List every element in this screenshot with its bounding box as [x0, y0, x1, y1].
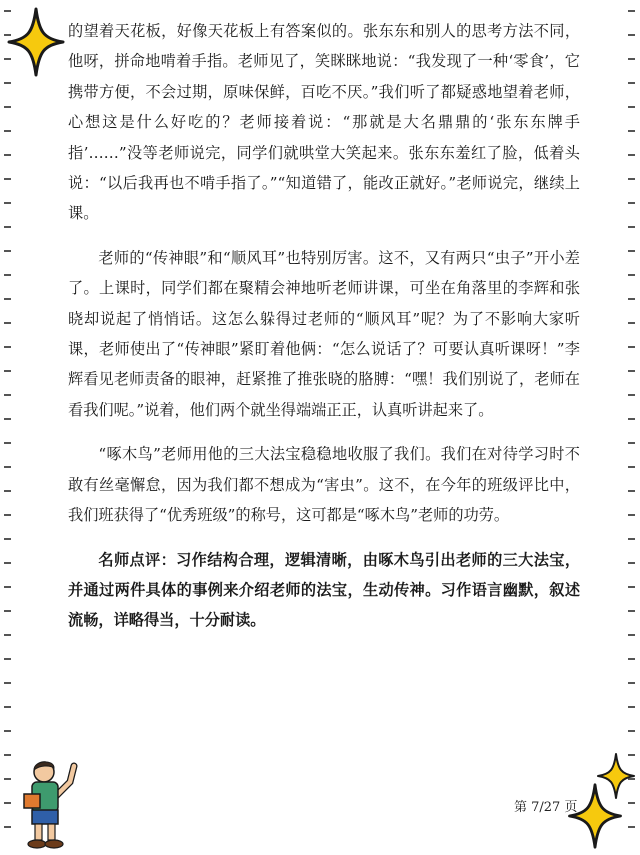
margin-dash [4, 418, 11, 420]
margin-dash [4, 490, 11, 492]
margin-dash [628, 802, 635, 804]
margin-dash [628, 226, 635, 228]
margin-dash [4, 538, 11, 540]
margin-dash [628, 514, 635, 516]
teacher-comment: 名师点评：习作结构合理，逻辑清晰，由啄木鸟引出老师的三大法宝，并通过两件具体的事例来介绍老师的法宝，生动传神。习作语言幽默，叙述流畅，详略得当，十分耐读。 [68, 550, 580, 630]
page-number: 第 7/27 页 [514, 800, 578, 815]
left-margin-dashes [4, 0, 12, 855]
right-margin-dashes [628, 0, 636, 855]
margin-dash [628, 394, 635, 396]
margin-dash [628, 130, 635, 132]
margin-dash [628, 82, 635, 84]
margin-dash [628, 10, 635, 12]
margin-dash [628, 58, 635, 60]
margin-dash [4, 730, 11, 732]
margin-dash [4, 202, 11, 204]
margin-dash [628, 634, 635, 636]
student-illustration-icon [10, 752, 90, 852]
article-body [68, 16, 580, 650]
margin-dash [628, 34, 635, 36]
margin-dash [4, 514, 11, 516]
margin-dash [4, 154, 11, 156]
margin-dash [628, 826, 635, 828]
margin-dash [4, 682, 11, 684]
margin-dash [628, 202, 635, 204]
margin-dash [4, 658, 11, 660]
paragraph-conclusion: “啄木鸟”老师用他的三大法宝稳稳地收服了我们。我们在对待学习时不敢有丝毫懈怠，因为我们都不想成为“害虫”。这不，在今年的班级评比中，我们班获得了“优秀班级”的称号，这可都是“啄木鸟”老师的功劳。 [68, 445, 580, 525]
margin-dash [4, 706, 11, 708]
star-icon [6, 6, 66, 78]
margin-dash [4, 130, 11, 132]
margin-dash [4, 82, 11, 84]
margin-dash [628, 442, 635, 444]
margin-dash [628, 490, 635, 492]
margin-dash [4, 226, 11, 228]
margin-dash [4, 274, 11, 276]
margin-dash [628, 106, 635, 108]
margin-dash [628, 370, 635, 372]
margin-dash [4, 370, 11, 372]
margin-dash [4, 634, 11, 636]
margin-dash [628, 682, 635, 684]
margin-dash [4, 322, 11, 324]
margin-dash [4, 562, 11, 564]
margin-dash [628, 466, 635, 468]
star-large-icon [566, 782, 624, 850]
paragraph-continuation: 的望着天花板，好像天花板上有答案似的。张东东和别人的思考方法不同，他呀，拼命地啃着手指。老师见了，笑眯眯地说：“我发现了一种‘零食’，它携带方便，不会过期，原味保鲜，百吃不厌。”我们听了都疑惑地望着老师，心想这是什么好吃的？老师接着说：“那就是大名鼎鼎的‘张东东牌手指’……”没等老师说完，同学们就哄堂大笑起来。张东东羞红了脸，低着头说：“以后我再也不啃手指了。”“知道错了，能改正就好。”老师说完，继续上课。 [68, 22, 580, 223]
margin-dash [628, 586, 635, 588]
margin-dash [4, 250, 11, 252]
margin-dash [628, 706, 635, 708]
margin-dash [628, 250, 635, 252]
margin-dash [628, 730, 635, 732]
margin-dash [628, 562, 635, 564]
margin-dash [4, 466, 11, 468]
paragraph-teacher-eyes-ears: 老师的“传神眼”和“顺风耳”也特别厉害。这不，又有两只“虫子”开小差了。上课时，同学们都在聚精会神地听老师讲课，可坐在角落里的李辉和张晓却说起了悄悄话。这怎么躲得过老师的“顺风耳”呢？为了不影响大家听课，老师使出了“传神眼”紧盯着他俩：“怎么说话了？可要认真听课呀！”李辉看见老师责备的眼神，赶紧推了推张晓的胳膊：“嘿！我们别说了，老师在看我们呢。”说着，他们两个就坐得端端正正，认真听讲起来了。 [68, 248, 580, 419]
margin-dash [628, 274, 635, 276]
margin-dash [4, 586, 11, 588]
margin-dash [628, 178, 635, 180]
margin-dash [628, 346, 635, 348]
margin-dash [628, 538, 635, 540]
margin-dash [628, 658, 635, 660]
margin-dash [4, 610, 11, 612]
margin-dash [628, 610, 635, 612]
margin-dash [4, 394, 11, 396]
margin-dash [4, 346, 11, 348]
margin-dash [4, 106, 11, 108]
margin-dash [4, 298, 11, 300]
margin-dash [4, 442, 11, 444]
margin-dash [628, 298, 635, 300]
margin-dash [628, 154, 635, 156]
margin-dash [628, 418, 635, 420]
margin-dash [628, 322, 635, 324]
margin-dash [4, 178, 11, 180]
